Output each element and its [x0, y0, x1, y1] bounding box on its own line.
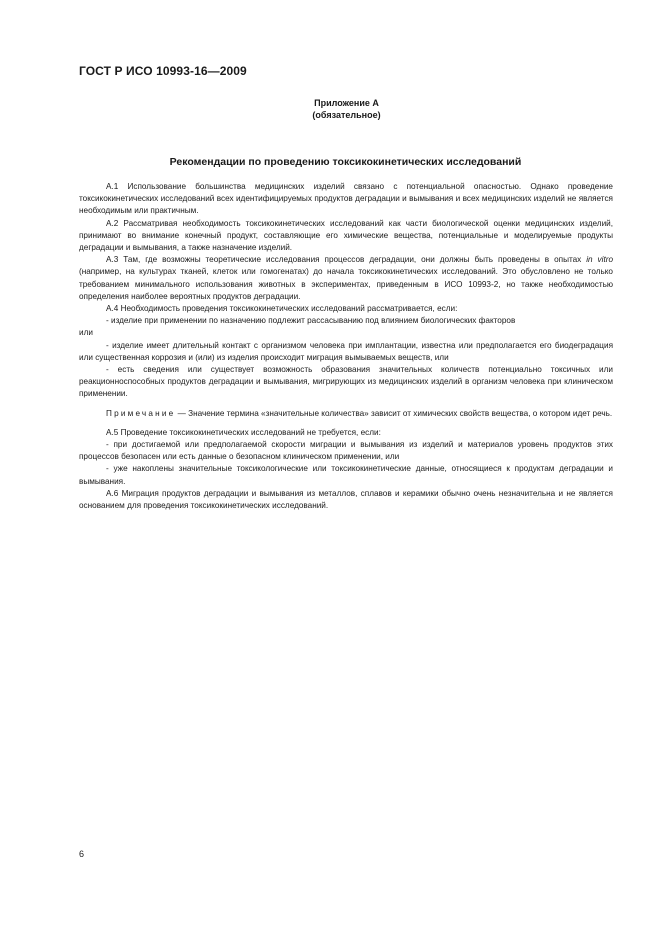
section-title: Рекомендации по проведению токсикокинетических исследований [169, 156, 522, 168]
paragraph-a6: А.6 Миграция продуктов деградации и вымывания из металлов, сплавов и керамики обычно очень незначительна и не является основанием для проведения токсикокинетических исследований. [79, 488, 613, 511]
note [79, 408, 613, 420]
list-item: - изделие при применении по назначению подлежит рассасыванию под влиянием биологических факторов [106, 316, 516, 326]
note-text: — Значение термина «значительные количества» зависит от химических свойств вещества, о котором идет речь. [175, 408, 613, 418]
page-number: 6 [79, 849, 85, 859]
paragraph-a3-italic: in vitro [586, 255, 613, 265]
standard-header: ГОСТ Р ИСО 10993-16—2009 [79, 64, 247, 78]
paragraph-a4: А.4 Необходимость проведения токсикокинетических исследований рассматривается, если: [106, 304, 458, 314]
note-label: Примечание [106, 408, 176, 418]
list-item: - при достигаемой или предполагаемой скорости миграции и вымывания из изделий и материалов уровень продуктов этих процессов безопасен или есть данные о безопасном клиническом применении, или [79, 440, 613, 462]
list-item: - изделие имеет длительный контакт с организмом человека при имплантации, известна или предполагается его биодеградация или существенная коррозия и (или) из изделия происходит миграция вымываемых веществ, или [79, 340, 613, 362]
list-item: - уже накоплены значительные токсикологические или токсикокинетические данные, относящиеся к продуктам деградации и вымывания. [79, 464, 613, 486]
paragraph-a3-start: А.3 Там, где возможны теоретические исследования процессов деградации, они должны быть проведены в опытах [106, 255, 587, 265]
paragraph-a5: А.5 Проведение токсикокинетических исследований не требуется, если: [106, 427, 381, 437]
annex-status: (обязательное) [312, 110, 381, 120]
paragraph-a3-end: (например, на культурах тканей, клеток или гомогенатах) до начала токсикокинетических исследований. Это обусловлено не только требованием минимального использования животных в экспериментах, приведенным в ИСО 10993-2, но также необходимостью определения наиболее вероятных продуктов деградации. [79, 267, 613, 301]
paragraph-a1: А.1 Использование большинства медицинских изделий связано с потенциальной опасностью. Однако проведение токсикокинетических исследований всех идентифицируемых продуктов деградации и вымывания и всех медицинских изделий не является необходимым или практичным. [79, 182, 613, 216]
list-item: - есть сведения или существует возможность образования значительных количеств потенциально токсичных или реакционноспособных продуктов деградации и вымывания, мигрирующих из медицинских изделий в организм человека при клиническом применении. [79, 365, 613, 399]
document-body [79, 181, 613, 512]
list-connector: или [79, 328, 93, 338]
paragraph-a2: А.2 Рассматривая необходимость токсикокинетических исследований как части биологической оценки медицинских изделий, принимают во внимание конечный продукт, составляющие его химические вещества, потенциальные и моделируемые продукты деградации и вымывания, а также назначение изделий. [79, 218, 613, 253]
paragraph-a3 [79, 254, 613, 303]
annex-title: Приложение А [314, 98, 379, 108]
